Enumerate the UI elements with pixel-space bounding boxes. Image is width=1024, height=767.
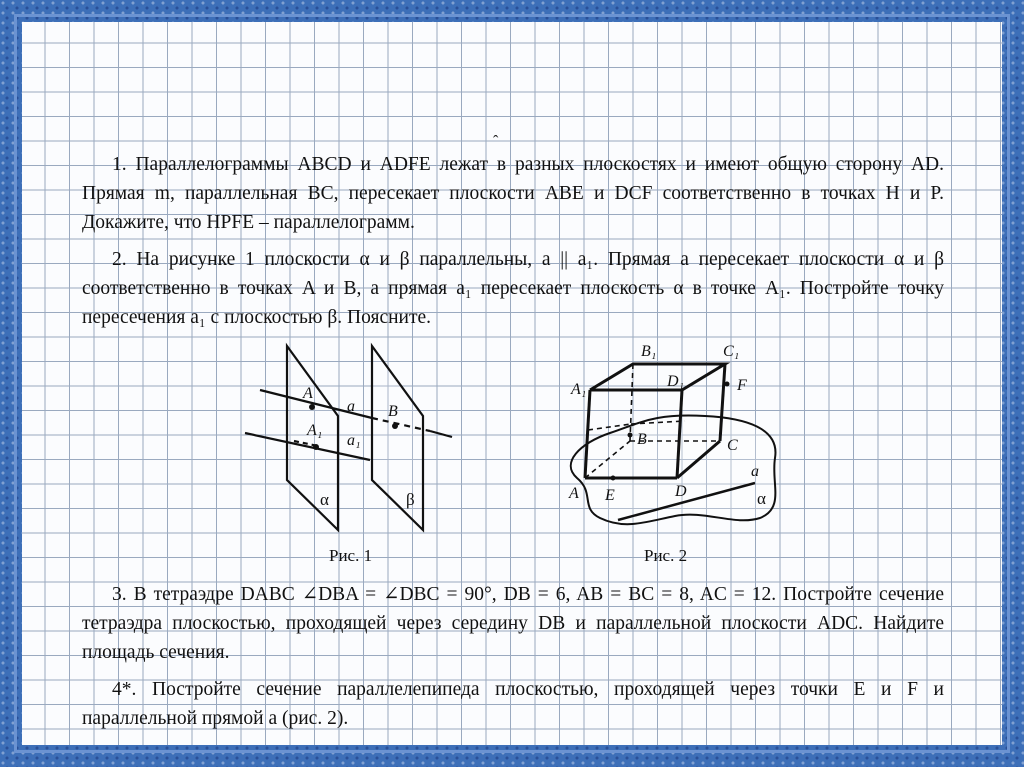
- label-A1: A₁: [307, 422, 323, 439]
- problem-1: 1. Параллелограммы ABCD и ADFE лежат в разных плоскостях и имеют общую сторону AD. Прямая m, параллельная BC, пересекает плоскости ABE и DCF соответственно в точках H и P. Докажите, что HPFE – параллелограмм.: [82, 154, 944, 233]
- label-E: E: [605, 487, 615, 504]
- figure-2: [555, 338, 795, 538]
- plane-beta: [372, 346, 423, 530]
- label-alpha: α: [757, 489, 766, 508]
- label-alpha: α: [320, 490, 329, 509]
- stray-mark: ˆ: [493, 133, 499, 150]
- label-B: B: [637, 431, 647, 448]
- label-a: a: [347, 398, 355, 415]
- problem-list-2: [82, 580, 944, 733]
- problem-4: 4*. Постройте сечение параллелепипеда плоскостью, проходящей через точки E и F и параллельной прямой a (рис. 2).: [82, 679, 944, 729]
- point-A: [309, 404, 315, 410]
- label-A: A: [569, 485, 579, 502]
- figure-1: [230, 338, 470, 538]
- label-C: C: [727, 437, 738, 454]
- label-A1: A₁: [571, 381, 587, 398]
- problem-list: [82, 150, 944, 332]
- point-E: [611, 476, 616, 481]
- point-F: [725, 382, 730, 387]
- label-a: a: [751, 463, 759, 480]
- figure-2-caption: Рис. 2: [644, 546, 688, 565]
- problem-3: 3. В тетраэдре DABC ∠DBA = ∠DBC = 90°, DB = 6, AB = BC = 8, AC = 12. Постройте сечение тетраэдра плоскостью, проходящей через середину DB и параллельной плоскости ADC. Найдите площадь сечения.: [82, 584, 944, 663]
- point-B: [628, 433, 633, 438]
- point-A1: [313, 444, 319, 450]
- problem-2: 2. На рисунке 1 плоскости α и β параллельны, a || a₁. Прямая a пересекает плоскости α и β соответственно в точках A и B, а прямая a₁ пересекает плоскость α в точке A₁. Постройте точку пересечения a₁ с плоскостью β. Поясните.: [82, 249, 944, 328]
- line-a-end: [430, 431, 452, 437]
- label-C1: C₁: [723, 343, 740, 360]
- label-D: D: [675, 483, 687, 500]
- label-F: F: [737, 377, 747, 394]
- label-D1: D₁: [667, 373, 685, 390]
- label-A: A: [303, 385, 313, 402]
- label-a1: a₁: [347, 432, 361, 449]
- label-beta: β: [406, 490, 415, 509]
- label-B: B: [388, 403, 398, 420]
- figure-1-caption: Рис. 1: [329, 546, 373, 565]
- label-B1: B₁: [641, 343, 657, 360]
- cube-top: [590, 364, 725, 390]
- point-B: [392, 423, 398, 429]
- plane-alpha-blob: [571, 415, 776, 524]
